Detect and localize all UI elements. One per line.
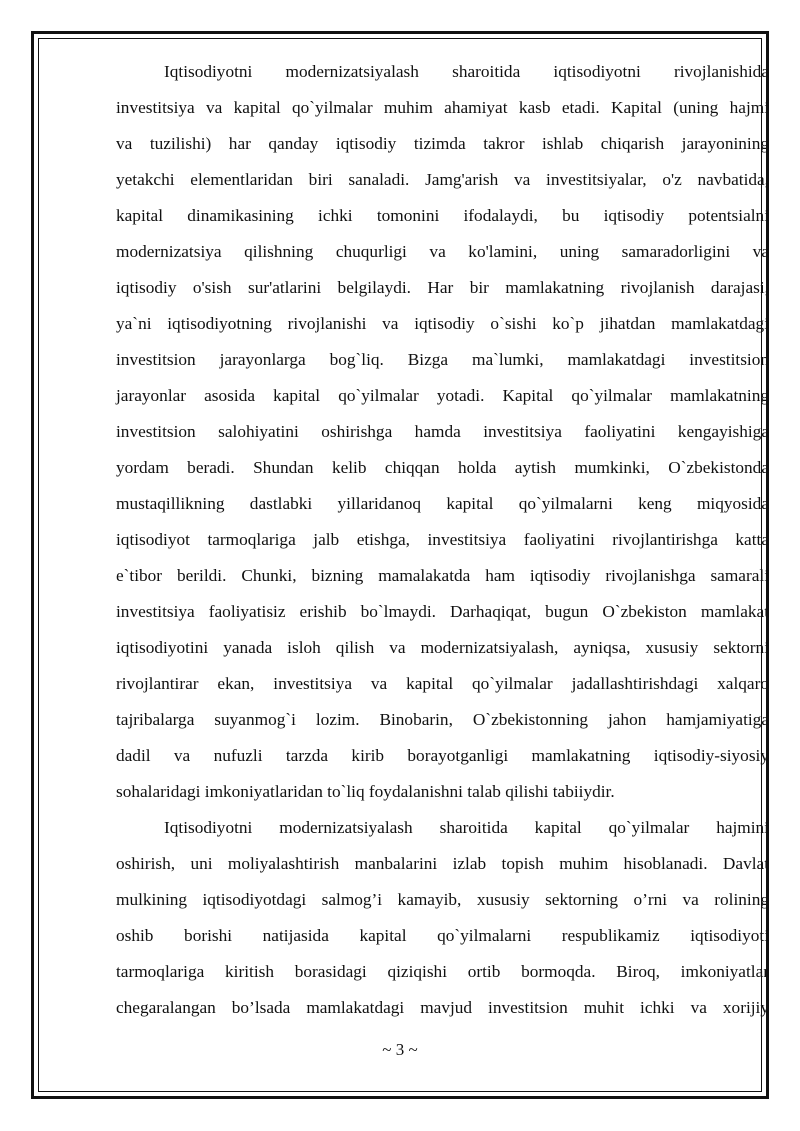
text-line: investitsiya va kapital qo`yilmalar muhim ahamiyat kasb etadi. Kapital (uning hajmi (116, 98, 769, 117)
text-line: investitsiya faoliyatisiz erishib bo`lmaydi. Darhaqiqat, bugun O`zbekiston mamlakat (116, 602, 769, 621)
text-line: yetakchi elementlaridan biri sanaladi. Jamg'arish va investitsiyalar, o'z navbatida, (116, 170, 769, 189)
text-line: dadil va nufuzli tarzda kirib borayotganligi mamlakatning iqtisodiy-siyosiy (116, 746, 769, 765)
text-line: investitsion salohiyatini oshirishga hamda investitsiya faoliyatini kengayishiga (116, 422, 769, 441)
text-line: kapital dinamikasining ichki tomonini ifodalaydi, bu iqtisodiy potentsialni (116, 206, 769, 225)
text-line: ya`ni iqtisodiyotning rivojlanishi va iqtisodiy o`sishi ko`p jihatdan mamlakatdagi (116, 314, 769, 333)
text-line: Iqtisodiyotni modernizatsiyalash sharoitida kapital qo`yilmalar hajmini (164, 818, 769, 837)
text-line: Iqtisodiyotni modernizatsiyalash sharoitida iqtisodiyotni rivojlanishida (164, 62, 769, 81)
text-line: mulkining iqtisodiyotdagi salmog’i kamayib, xususiy sektorning o’rni va rolining (116, 890, 769, 909)
text-line: yordam beradi. Shundan kelib chiqqan holda aytish mumkinki, O`zbekistonda (116, 458, 769, 477)
text-line: jarayonlar asosida kapital qo`yilmalar yotadi. Kapital qo`yilmalar mamlakatning (116, 386, 769, 405)
document-body (116, 54, 769, 1026)
text-line: tarmoqlariga kiritish borasidagi qiziqishi ortib bormoqda. Biroq, imkoniyatlar (116, 962, 769, 981)
text-line: va tuzilishi) har qanday iqtisodiy tizimda takror ishlab chiqarish jarayonining (116, 134, 769, 153)
text-line: sohalaridagi imkoniyatlaridan to`liq foydalanishni talab qilishi tabiiydir. (116, 782, 615, 801)
paragraph-2 (116, 810, 769, 1026)
page-number: ~ 3 ~ (382, 1040, 418, 1059)
text-line: iqtisodiyot tarmoqlariga jalb etishga, investitsiya faoliyatini rivojlantirishga katta (116, 530, 769, 549)
text-line: rivojlantirar ekan, investitsiya va kapital qo`yilmalar jadallashtirishdagi xalqaro (116, 674, 769, 693)
text-line: tajribalarga suyanmog`i lozim. Binobarin, O`zbekistonning jahon hamjamiyatiga (116, 710, 769, 729)
text-line: investitsion jarayonlarga bog`liq. Bizga ma`lumki, mamlakatdagi investitsion (116, 350, 769, 369)
text-line: iqtisodiy o'sish sur'atlarini belgilaydi. Har bir mamlakatning rivojlanish darajasi, (116, 278, 769, 297)
text-line: iqtisodiyotini yanada isloh qilish va modernizatsiyalash, ayniqsa, xususiy sektorni (116, 638, 769, 657)
text-line: chegaralangan bo’lsada mamlakatdagi mavjud investitsion muhit ichki va xorijiy (116, 998, 769, 1017)
text-line: mustaqillikning dastlabki yillaridanoq kapital qo`yilmalarni keng miqyosida (116, 494, 769, 513)
text-line: modernizatsiya qilishning chuqurligi va ko'lamini, uning samaradorligini va (116, 242, 769, 261)
paragraph-1 (116, 54, 769, 810)
text-line: oshib borishi natijasida kapital qo`yilmalarni respublikamiz iqtisodiyoti (116, 926, 769, 945)
text-line: oshirish, uni moliyalashtirish manbalarini izlab topish muhim hisoblanadi. Davlat (116, 854, 769, 873)
text-line: e`tibor berildi. Chunki, bizning mamalakatda ham iqtisodiy rivojlanishga samarali (116, 566, 769, 585)
